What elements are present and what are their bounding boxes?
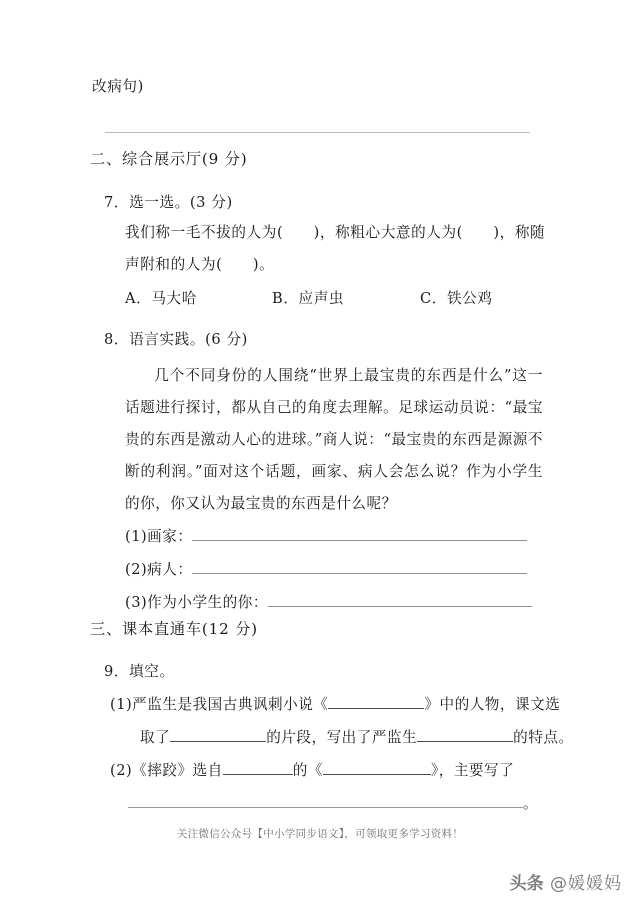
q9-item2-blank-2[interactable] — [323, 760, 431, 775]
option-a-text: 马大哈 — [151, 290, 197, 307]
answer-label-3: (3)作为小学生的你： — [125, 594, 268, 611]
q9-item1-blank-1[interactable] — [328, 694, 424, 709]
q9-item1-text-d: 的片段，写出了严监生 — [266, 729, 418, 746]
q9-item2-text-c: 》，主要写了 — [430, 762, 515, 779]
q9-item2-period: 。 — [523, 795, 538, 812]
q9-item1-blank-3[interactable] — [417, 727, 513, 742]
q9-item1-text-c: 取了 — [140, 729, 171, 746]
question-9-title — [104, 665, 175, 680]
question-8-answer-row-1 — [125, 525, 527, 546]
carryover-text: 改病句) — [92, 78, 144, 95]
q9-item1-text-e: 的特点。 — [513, 729, 574, 746]
q9-item1-text-a: (1)严监生是我国古典讽刺小说《 — [110, 696, 329, 713]
question-8-answer-row-3 — [125, 591, 532, 612]
watermark-brand: 头条 — [509, 874, 544, 894]
question-9-number: 9． — [104, 663, 130, 680]
q9-item2-text-a: (2)《摔跤》选自 — [110, 762, 223, 779]
question-8-paragraph: 几个不同身份的人围绕“世界上最宝贵的东西是什么”这一话题进行探讨，都从自己的角度去理解。足球运动员说：“最宝贵的东西是激动人心的进球。”商人说：“最宝贵的东西是源源不断的利润。”面对这个话题，画家、病人会怎么说？作为小学生的你，你又认为最宝贵的东西是什么呢？ — [125, 367, 543, 512]
question-9-label: 填空。 — [129, 663, 175, 680]
question-7-title — [104, 196, 233, 211]
question-7-option-b[interactable] — [272, 287, 344, 308]
section-heading-2: 二、综合展示厅(9 分) — [90, 150, 248, 168]
question-8-label: 语言实践。(6 分) — [129, 331, 248, 348]
question-7-stem-line-2: 声附和的人为( )。 — [125, 256, 275, 273]
question-9-item-1-line-1 — [110, 693, 560, 714]
question-7-number: 7． — [104, 194, 130, 211]
question-7-label: 选一选。(3 分) — [129, 194, 233, 211]
answer-write-line-1[interactable] — [192, 527, 527, 541]
question-7-stem-line-1: 我们称一毛不拔的人为( )，称粗心大意的人为( )，称随 — [125, 224, 546, 241]
answer-label-2: (2)病人： — [125, 561, 193, 578]
q9-item1-blank-2[interactable] — [170, 727, 266, 742]
footer-promo-text: 关注微信公众号【中小学同步语文】，可领取更多学习资料！ — [176, 828, 464, 840]
question-9-item-2-line-2 — [128, 792, 538, 813]
q9-item2-blank-1[interactable] — [223, 760, 293, 775]
watermark-handle: @媛媛妈 — [550, 874, 622, 894]
question-8-title — [104, 333, 248, 348]
option-c-text: 铁公鸡 — [446, 290, 493, 307]
watermark — [510, 869, 622, 894]
option-b-key: B． — [272, 290, 299, 307]
question-7-option-a[interactable] — [125, 287, 197, 308]
option-a-key: A． — [125, 290, 152, 307]
question-9-item-2-line-1 — [110, 759, 514, 780]
answer-write-line-3[interactable] — [268, 593, 532, 607]
q9-item1-text-b: 》中的人物，课文选 — [424, 696, 561, 713]
answer-write-line-2[interactable] — [192, 560, 527, 574]
option-c-key: C． — [420, 290, 447, 307]
question-7-option-c[interactable] — [420, 287, 493, 308]
q9-item2-answer-line[interactable] — [128, 794, 523, 808]
question-8-number: 8． — [104, 331, 130, 348]
question-9-item-1-line-2 — [140, 726, 574, 747]
answer-label-1: (1)画家： — [125, 528, 193, 545]
question-8-answer-row-2 — [125, 558, 527, 579]
q9-item2-text-b: 的《 — [292, 762, 323, 779]
option-b-text: 应声虫 — [298, 290, 345, 307]
section-heading-3: 三、课本直通车(12 分) — [90, 620, 258, 638]
section-divider-rule — [105, 132, 530, 133]
